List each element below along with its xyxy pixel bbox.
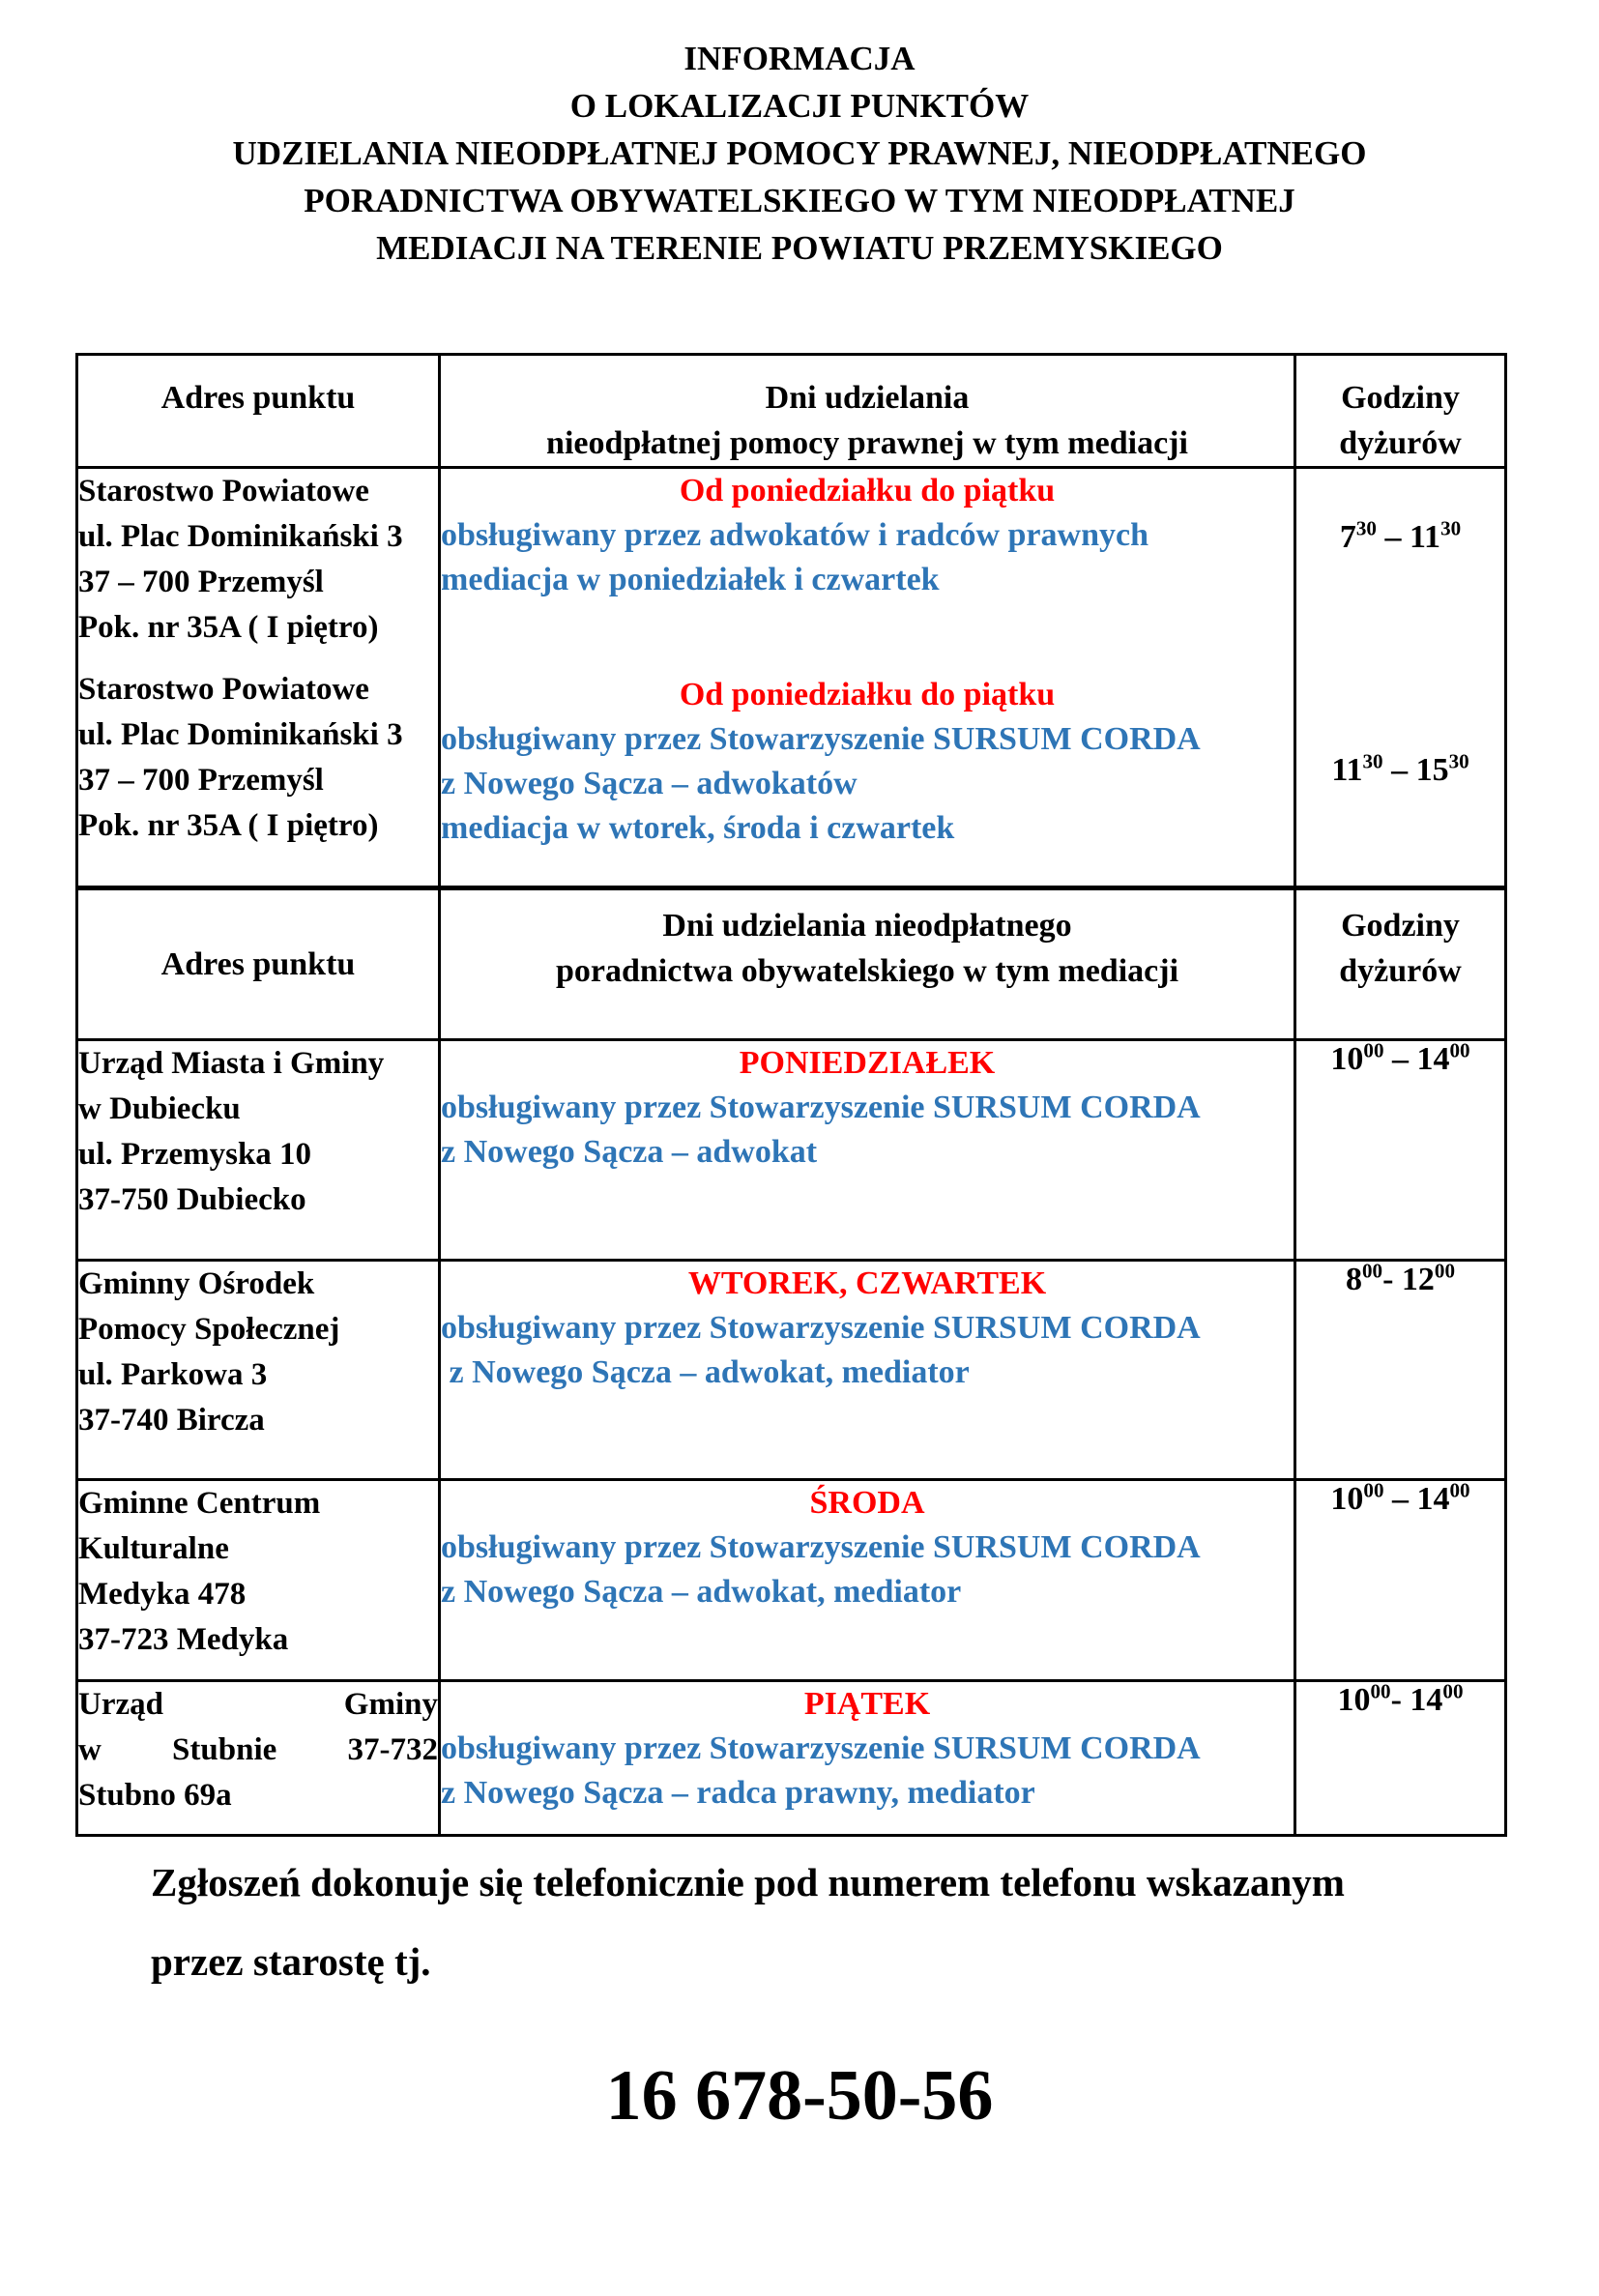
address-line: 37 – 700 Przemyśl — [78, 565, 324, 599]
provider-line: mediacja w wtorek, środa i czwartek — [441, 810, 955, 846]
header-days-line: Dni udzielania — [765, 380, 970, 416]
header-hours-line: Godziny — [1341, 380, 1460, 416]
header-hours-line: Godziny — [1341, 908, 1460, 944]
header-address-label: Adres punktu — [160, 946, 356, 982]
header-days-line: nieodpłatnej pomocy prawnej w tym mediacji — [546, 425, 1188, 461]
hours-value: $10^{00} - 14^{00}$ — [1330, 1038, 1470, 1077]
hours-value: $8^{00}-$ $12^{00}$ — [1346, 1259, 1455, 1297]
hours-cell — [1295, 1480, 1506, 1681]
address-line: Stubno 69a — [78, 1778, 232, 1813]
address-cell — [77, 1261, 440, 1480]
table-row-medyka — [77, 1480, 1506, 1681]
address-line: 37-723 Medyka — [78, 1622, 289, 1657]
header-days-cell — [440, 888, 1295, 1040]
address-line: ul. Plac Dominikański 3 — [78, 717, 403, 752]
header-days-cell — [440, 355, 1295, 468]
footer-note — [151, 1843, 1599, 2001]
provider-line: z Nowego Sącza – adwokat — [441, 1134, 818, 1170]
page-title-line: O LOKALIZACJI PUNKTÓW — [569, 87, 1030, 125]
address-line: Pok. nr 35A ( I piętro) — [78, 610, 379, 645]
page-title-line: INFORMACJA — [683, 40, 916, 77]
address-line: Medyka 478 — [78, 1577, 247, 1612]
hours-value: $7^{30} - 11^{30}$ — [1339, 516, 1462, 555]
duty-day-label: PIĄTEK — [803, 1686, 931, 1722]
duty-day-label: Od poniedziałku do piątku — [679, 677, 1056, 712]
header-hours-cell — [1295, 888, 1506, 1040]
duty-days-cell — [440, 1040, 1295, 1261]
header-address-cell — [77, 355, 440, 468]
document-page — [0, 35, 1599, 2296]
page-title-line: UDZIELANIA NIEODPŁATNEJ POMOCY PRAWNEJ, NIEODPŁATNEGO — [232, 134, 1367, 172]
header-address-label: Adres punktu — [160, 380, 356, 416]
provider-line: z Nowego Sącza – adwokatów — [441, 766, 858, 801]
address-line: ul. Plac Dominikański 3 — [78, 519, 403, 554]
duty-day-label: Od poniedziałku do piątku — [679, 473, 1056, 509]
duty-day-label: WTOREK, CZWARTEK — [687, 1265, 1047, 1301]
header-address-cell — [77, 888, 440, 1040]
provider-line: z Nowego Sącza – radca prawny, mediator — [441, 1775, 1035, 1811]
address-line: w Dubiecku — [78, 1091, 241, 1126]
duty-block — [441, 673, 1294, 851]
provider-line: obsługiwany przez Stowarzyszenie SURSUM CORDA — [441, 1090, 1201, 1125]
duty-days-cell — [440, 468, 1295, 888]
duty-block — [441, 469, 1294, 602]
provider-line: obsługiwany przez Stowarzyszenie SURSUM CORDA — [441, 721, 1201, 757]
provider-line: mediacja w poniedziałek i czwartek — [441, 562, 940, 597]
address-line: Starostwo Powiatowe — [78, 474, 369, 509]
provider-line: obsługiwany przez Stowarzyszenie SURSUM CORDA — [441, 1730, 1201, 1766]
address-block — [78, 469, 438, 651]
header-hours-line: dyżurów — [1339, 425, 1462, 461]
address-line: w Stubnie 37-732 — [78, 1732, 438, 1767]
address-block — [78, 667, 438, 849]
hours-value: $10^{00} - 14^{00}$ — [1330, 1478, 1470, 1517]
hours-cell — [1295, 1261, 1506, 1480]
provider-line: obsługiwany przez Stowarzyszenie SURSUM CORDA — [441, 1310, 1201, 1346]
address-line: Pok. nr 35A ( I piętro) — [78, 808, 379, 843]
table-header-legal-aid — [77, 355, 1506, 468]
address-cell — [77, 1480, 440, 1681]
address-line: 37-740 Bircza — [78, 1403, 265, 1438]
table-row-stubno — [77, 1681, 1506, 1836]
address-line: Urząd Gminy — [78, 1687, 438, 1722]
footer-note-line: Zgłoszeń dokonuje się telefonicznie pod numerem telefonu wskazanym — [151, 1860, 1345, 1904]
header-days-line: poradnictwa obywatelskiego w tym mediacji — [555, 953, 1179, 989]
duty-days-cell — [440, 1480, 1295, 1681]
address-line: Gminne Centrum — [78, 1486, 321, 1521]
hours-cell — [1295, 1040, 1506, 1261]
provider-line: obsługiwany przez Stowarzyszenie SURSUM CORDA — [441, 1529, 1201, 1565]
hours-value: $11^{30} - 15^{30}$ — [1331, 749, 1469, 788]
footer-note-line: przez starostę tj. — [151, 1939, 431, 1984]
header-days-line: Dni udzielania nieodpłatnego — [662, 908, 1072, 944]
address-cell — [77, 1681, 440, 1836]
hours-value: $10^{00}-$ $14^{00}$ — [1337, 1679, 1464, 1718]
address-line: ul. Przemyska 10 — [78, 1137, 312, 1172]
address-line: Kulturalne — [78, 1531, 229, 1566]
provider-line: z Nowego Sącza – adwokat, mediator — [441, 1354, 970, 1390]
address-line: ul. Parkowa 3 — [78, 1357, 268, 1392]
table-row-przemysl — [77, 468, 1506, 888]
address-line: Urząd Miasta i Gminy — [78, 1046, 385, 1081]
duty-days-cell — [440, 1681, 1295, 1836]
header-hours-cell — [1295, 355, 1506, 468]
address-cell — [77, 1040, 440, 1261]
table-row-bircza — [77, 1261, 1506, 1480]
hours-cell — [1295, 468, 1506, 888]
duty-day-label: ŚRODA — [809, 1485, 925, 1521]
table-row-dubiecko — [77, 1040, 1506, 1261]
duty-days-cell — [440, 1261, 1295, 1480]
page-title-line: MEDIACJI NA TERENIE POWIATU PRZEMYSKIEGO — [376, 229, 1223, 267]
provider-line: obsługiwany przez adwokatów i radców prawnych — [441, 517, 1148, 553]
duty-day-label: PONIEDZIAŁEK — [739, 1045, 996, 1081]
phone-number: 16 678-50-56 — [605, 2056, 994, 2136]
address-line: Starostwo Powiatowe — [78, 672, 369, 707]
provider-line: z Nowego Sącza – adwokat, mediator — [441, 1574, 962, 1610]
address-line: 37-750 Dubiecko — [78, 1182, 306, 1217]
page-title — [0, 35, 1599, 272]
header-hours-line: dyżurów — [1339, 953, 1462, 989]
page-title-line: PORADNICTWA OBYWATELSKIEGO W TYM NIEODPŁATNEJ — [304, 182, 1295, 219]
legal-aid-points-table — [75, 353, 1507, 1837]
address-line: Pomocy Społecznej — [78, 1312, 340, 1347]
hours-cell — [1295, 1681, 1506, 1836]
table-header-civic-counseling — [77, 888, 1506, 1040]
address-line: 37 – 700 Przemyśl — [78, 763, 324, 798]
address-line: Gminny Ośrodek — [78, 1266, 315, 1301]
address-cell — [77, 468, 440, 888]
